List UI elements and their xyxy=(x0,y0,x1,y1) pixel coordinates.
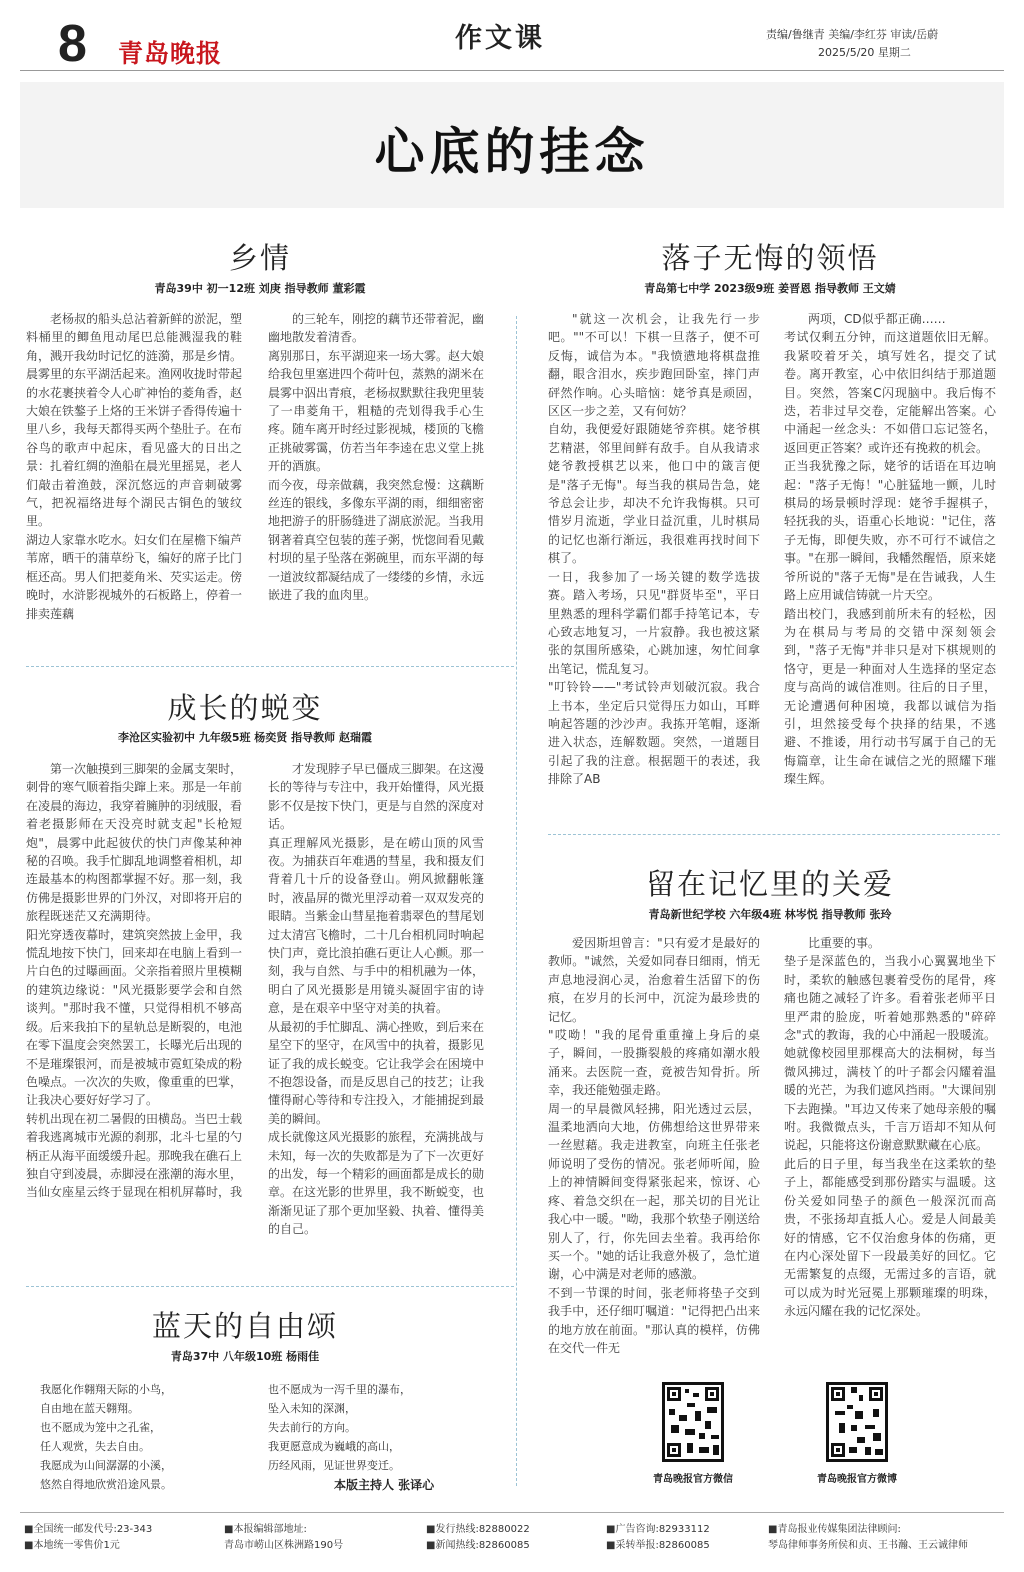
banner-title: 心底的挂念 xyxy=(374,122,650,181)
editor-credits xyxy=(766,26,938,62)
credits-names: 责编/鲁继青 美编/李红芬 审读/岳蔚 xyxy=(766,28,939,41)
footer-divider xyxy=(20,1512,1004,1513)
article-body-chess-col2: 两项，CD似乎都正确…… 考试仅剩五分钟，而这道题依旧无解。我紧咬着牙关，填写姓名，提交了试卷。离开教室，心中依旧纠结于那道题目。突然，答案C闪现脑中。我后悔不迭，若非过早交卷，定能解出答案。心中涌起一丝念头：不如借口忘记签名，返回更正答案？或许还有挽救的机会。 正当我犹豫之际，姥爷的话语在耳边响起："落子无悔！"心脏猛地一颤，儿时棋局的场景顿时浮现：姥爷手握棋子，轻抚我的头，语重心长地说："记住，落子无悔，即便失败，亦不可行不诚信之事。"在那一瞬间，我幡然醒悟，原来姥爷所说的"落子无悔"是在告诫我，人生路上应用诚信铸就一片天空。 踏出校门，我感到前所未有的轻松，因为在棋局与考局的交错中深刻领会到，"落子无悔"并非只是对下棋规则的恪守，更是一种面对人生选择的坚定态度与高尚的诚信准则。往后的日子里，无论遭遇何种困境，我都以诚信为指引，坦然接受每个抉择的结果，不逃避、不推诿，用行动书写属于自己的无悔篇章，让生命在诚信之光的照耀下璀璨生辉。 xyxy=(784,312,996,787)
article-body-chess-col1: "就这一次机会，让我先行一步吧。""不可以！下棋一旦落子，便不可反悔，诚信为本。"我愤懑地将棋盘推翻，眼含泪水，疾步跑回卧室，摔门声砰然作响。心头暗恼：姥爷真是顽固，区区一步之差，又有何妨？ 自幼，我便爱好跟随姥爷弈棋。姥爷棋艺精湛，邻里间鲜有敌手。自从我请求姥爷教授棋艺以来，他口中的箴言便是"落子无悔"。每当我的棋局告急，姥爷总会让步，却决不允许我悔棋。只可惜岁月流逝，学业日益沉重，儿时棋局的记忆也渐行渐远，我很难再找时间下棋了。 一日，我参加了一场关键的数学选拔赛。踏入考场，只见"群贤毕至"，平日里熟悉的理科学霸们都手持笔记本，专心致志地复习，一片寂静。我也被这紧张的氛围所感染，心跳加速，匆忙间拿出笔记，慌乱复习。 "叮铃铃——"考试铃声划破沉寂。我合上书本，坐定后只觉得压力如山，耳畔响起答题的沙沙声。我拣开笔帽，逐渐进入状态，连解数题。突然，一道题目引起了我的注意。根据题干的表述，我排除了AB xyxy=(548,312,760,787)
footer-ad-contact: ■广告咨询:82933112 ■采转举报:82860085 xyxy=(606,1524,710,1551)
article-byline-hometown: 青岛39中 初一12班 刘庚 指导教师 董彩霞 xyxy=(154,282,366,295)
separator-left-1 xyxy=(26,666,514,667)
newspaper-logo: 青岛晚报 xyxy=(118,39,223,68)
article-title-hometown: 乡情 xyxy=(228,241,291,275)
column-separator xyxy=(516,316,517,1486)
article-body-care-col1: 爱因斯坦曾言："只有爱才是最好的教师。"诚然，关爱如同春日细雨，悄无声息地浸润心灵，治愈着生活留下的伤痕，在岁月的长河中，沉淀为最珍贵的记忆。 "哎呦！"我的尾骨重重撞上身后的桌子，瞬间，一股撕裂般的疼痛如潮水般涌来。去医院一查，竟被告知骨折。所幸，我还能勉强走路。 周一的早晨微风轻拂，阳光透过云层，温柔地洒向大地，仿佛想给这世界带来一丝慰藉。我走进教室，向班主任张老师说明了受伤的情况。张老师听闻，脸上的神情瞬间变得紧张起来，惊讶、心疼、着急交织在一起，那关切的目光让我心中一暖。"呦，我那个软垫子刚送给别人了，行，你先回去坐着。我再给你买一个。"她的话让我意外极了，急忙道谢，心中满是对老师的感激。 不到一节课的时间，张老师将垫子交到我手中，还仔细叮嘱道："记得把凸出来的地方放在前面。"那认真的模样，仿佛在交代一件无 xyxy=(548,936,760,1354)
article-body-growth-col1: 第一次触摸到三脚架的金属支架时，刺骨的寒气顺着指尖蹿上来。那是一年前在凌晨的海边，我穿着臃肿的羽绒服，看着老摄影师在天没亮时就支起"长枪短炮"，晨雾中此起彼伏的快门声像某种神秘的召唤。我手忙脚乱地调整着相机，却连最基本的构图都掌握不好。那一刻，我仿佛是摄影世界的门外汉，对即将开启的旅程既迷茫又充满期待。 阳光穿透夜幕时，建筑突然披上金甲，我慌乱地按下快门，回来却在电脑上看到一片白色的过曝画面。父亲指着照片里模糊的建筑边缘说："风光摄影要学会和自然谈判。"那时我不懂，只觉得相机不够高级。后来我拍下的星轨总是断裂的，电池在零下温度会突然罢工，长曝光后出现的不是璀璨银河，而是被城市霓虹染成的粉色噪点。一次次的失败，像重重的巴掌，让我决心要好好学习了。 转机出现在初二暑假的田横岛。当巴士载着我逃离城市光源的刹那，北斗七星的勺柄正从海平面缓缓升起。那晚我在礁石上独自守到凌晨，赤脚浸在涨潮的海水里，当仙女座星云终于显现在相机屏幕时，我 xyxy=(26,762,242,1200)
article-title-growth: 成长的蜕变 xyxy=(167,691,323,725)
article-byline-growth: 李沧区实验初中 九年级5班 杨奕贤 指导教师 赵瑞霞 xyxy=(118,731,372,744)
article-byline-care: 青岛新世纪学校 六年级4班 林岑悦 指导教师 张玲 xyxy=(648,908,892,921)
issue-date: 2025/5/20 星期二 xyxy=(818,46,911,59)
weibo-qr-code[interactable] xyxy=(826,1382,888,1462)
article-title-chess: 落子无悔的领悟 xyxy=(661,241,879,275)
weibo-qr-label: 青岛晚报官方微博 xyxy=(817,1474,897,1485)
section-title: 作文课 xyxy=(455,23,545,54)
qr-icon xyxy=(665,1385,721,1459)
footer-hotlines: ■发行热线:82880022 ■新闻热线:82860085 xyxy=(426,1524,530,1551)
poem-stanza-2: 也不愿成为一泻千里的瀑布， 坠入未知的深渊， 失去前行的方向。 我更愿意成为巍峨的高山， 历经风雨，见证世界变迁。 xyxy=(268,1383,411,1472)
wechat-qr-code[interactable] xyxy=(662,1382,724,1462)
separator-right-1 xyxy=(548,834,1000,835)
page-host: 本版主持人 张译心 xyxy=(334,1478,435,1492)
footer-address: ■本报编辑部地址: 青岛市崂山区株洲路190号 xyxy=(224,1524,344,1551)
header-divider xyxy=(20,70,1004,71)
page-number: 8 xyxy=(58,15,87,73)
article-title-sky: 蓝天的自由颂 xyxy=(151,1309,338,1343)
article-body-hometown-col1: 老杨叔的船头总沾着新鲜的淤泥，塑料桶里的鲫鱼甩动尾巴总能溅湿我的鞋角，溅开我幼时记忆的涟漪，那是乡情。 晨雾里的东平湖活起来。渔网收拢时带起的水花裹挟着令人心旷神怡的菱角香，赵大娘在铁鏊子上烙的王米饼子香得传遍十里八乡，我每天都得买两个垫肚子。在布谷鸟的歌声中起床，看见盛大的日出之景：扎着红绸的渔船在晨光里摇晃，老人们敲击着渔鼓，深沉悠远的声音刺破雾气，把祝福络进每个湖民古铜色的皱纹里。 湖边人家靠水吃水。妇女们在屋檐下编芦苇席，晒干的蒲草纷飞，编好的席子比门框还高。男人们把菱角米、芡实运走。傍晚时，水浒影视城外的石板路上，停着一排卖莲藕 xyxy=(26,312,242,621)
article-body-care-col2: 比重要的事。 垫子是深蓝色的，当我小心翼翼地坐下时，柔软的触感包裹着受伤的尾骨，疼痛也随之减轻了许多。看着张老师平日里严肃的脸庞，听着她那熟悉的"碎碎念"式的教诲，我的心中涌起一股暖流。她就像校园里那棵高大的法桐树，每当微风拂过，满枝丫的叶子都会闪耀着温暖的光芒，为我们遮风挡雨。"大课间别下去跑操。"耳边又传来了她母亲般的嘱咐。我微微点头，千言万语却不知从何说起，只能将这份谢意默默藏在心底。 此后的日子里，每当我坐在这柔软的垫子上，都能感受到那份踏实与温暖。这份关爱如同垫子的颜色一般深沉而高贵，不张扬却直抵人心。爱是人间最美好的情感，它不仅治愈身体的伤痛，更在内心深处留下一段最美好的回忆。它无需繁复的点缀，无需过多的言语，就可以成为时光冠冕上那颗璀璨的明珠，永远闪耀在我的记忆深处。 xyxy=(784,936,996,1319)
article-byline-sky: 青岛37中 八年级10班 杨雨佳 xyxy=(170,1350,320,1363)
footer-legal-counsel: ■青岛报业传媒集团法律顾问: 琴岛律师事务所侯和贞、王书瀚、王云诚律师 xyxy=(768,1524,968,1551)
qr-icon xyxy=(829,1385,885,1459)
article-body-hometown-col2: 的三轮车，刚挖的藕节还带着泥，幽幽地散发着清香。 离别那日，东平湖迎来一场大雾。赵大娘给我包里塞进四个荷叶包，蒸熟的湖米在晨雾中泅出青痕，老杨叔默默往我兜里装了一串菱角干，粗糙的壳划得我手心生疼。随车离开时经过影视城，楼顶的飞檐正挑破雾霭，仿若当年李逵在忠义堂上挑开的酒旗。 而今夜，母亲做藕，我突然怠慢：这藕断丝连的银线，多像东平湖的雨，细细密密地把游子的肝肠缝进了湖底淤泥。当我用钢著着真空包装的莲子粥，恍惚间看见戴村坝的星子坠落在粥碗里，而东平湖的每一道波纹都凝结成了一缕缕的乡情，永远嵌进了我的血肉里。 xyxy=(268,312,484,603)
article-body-growth-col2: 才发现脖子早已僵成三脚架。在这漫长的等待与专注中，我开始懂得，风光摄影不仅是按下快门，更是与自然的深度对话。 真正理解风光摄影，是在崂山顶的风雪夜。为捕获百年难遇的彗星，我和摄友们背着几十斤的设备登山。朔风掀翻帐篷时，液晶屏的微光里浮动着一双双发亮的眼睛。当紫金山彗星拖着翡翠色的彗尾划过太清宫飞檐时，二十几台相机同时响起快门声，竟比浪拍礁石更让人心颤。那一刻，我与自然、与手中的相机融为一体，明白了风光摄影是用镜头凝固宇宙的诗意，是在艰辛中坚守对美的执着。 从最初的手忙脚乱、满心挫败，到后来在星空下的坚守，在风雪中的执着，摄影见证了我的成长蜕变。它让我学会在困境中不抱怨设备，而是反思自己的技艺；让我懂得耐心等待和专注投入，才能捕捉到最美的瞬间。 成长就像这风光摄影的旅程，充满挑战与未知，每一次的失败都是为了下一次更好的出发，每一个精彩的画面都是成长的勋章。在这光影的世界里，我不断蜕变，也渐渐见证了那个更加坚毅、执着、懂得美的自己。 xyxy=(268,762,484,1237)
article-title-care: 留在记忆里的关爱 xyxy=(645,867,894,901)
article-byline-chess: 青岛第七中学 2023级9班 姜晋恩 指导教师 王文婧 xyxy=(644,282,896,295)
wechat-qr-label: 青岛晚报官方微信 xyxy=(653,1474,733,1485)
poem-stanza-1: 我愿化作翱翔天际的小鸟， 自由地在蓝天翱翔。 也不愿成为笼中之孔雀， 任人观赏，失去自由。 我愿成为山间潺潺的小溪， 悠然自得地欣赏沿途风景。 xyxy=(40,1383,172,1491)
separator-left-2 xyxy=(26,1286,514,1287)
footer-postal-info: ■全国统一邮发代号:23-343 ■本地统一零售价1元 xyxy=(24,1524,153,1551)
